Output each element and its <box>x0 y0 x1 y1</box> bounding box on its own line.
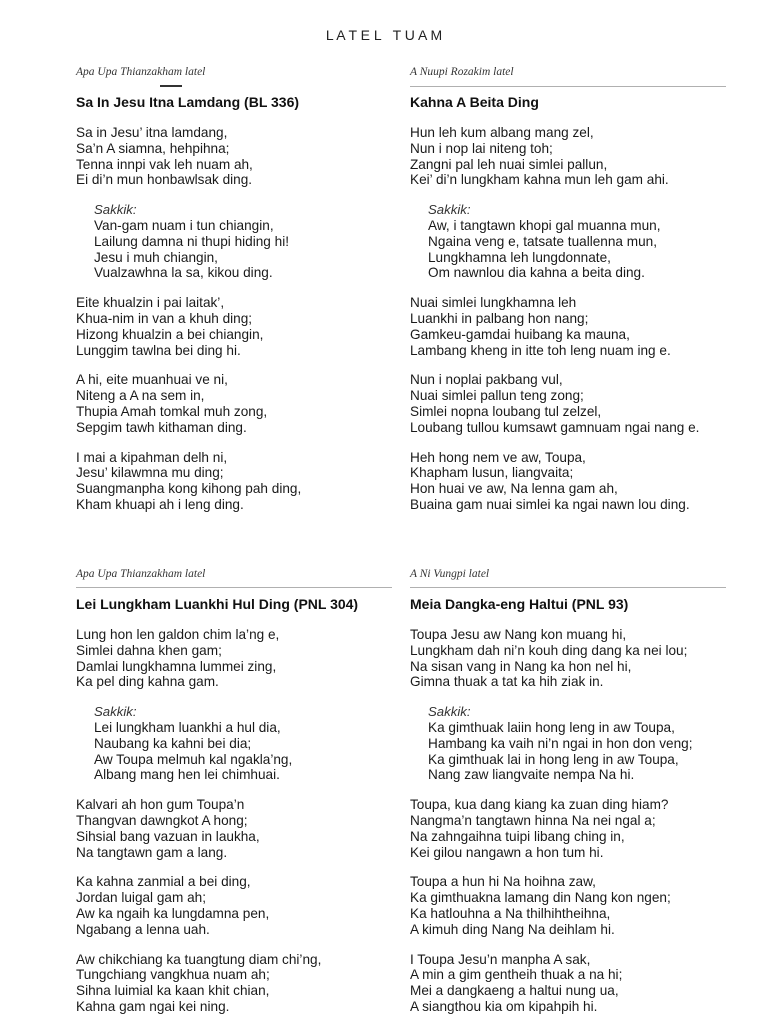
verse <box>76 627 406 690</box>
verse <box>76 295 406 358</box>
verse-line: Mei a dangkaeng a haltui nung ua, <box>410 983 619 999</box>
verse-line: Ei di’n mun honbawlsak ding. <box>76 172 253 188</box>
verse <box>410 125 740 188</box>
verse-line: Nun i nop lai niteng toh; <box>410 140 553 156</box>
verse-line: Ka hatlouhna a Na thilhihtheihna, <box>410 905 611 921</box>
verse-line: Simlei nopna loubang tul zelzel, <box>410 403 602 419</box>
verse-line: Ka kahna zanmial a bei ding, <box>76 874 251 890</box>
chorus <box>410 202 740 281</box>
verse-line: Hizong khualzin a bei chiangin, <box>76 326 264 342</box>
chorus-line: Lailung damna ni thupi hiding hi! <box>94 233 289 249</box>
verse-line: Ka pel ding kahna gam. <box>76 674 219 690</box>
verse-line: Sa’n A siamna, hehpihna; <box>76 140 230 156</box>
verse-line: Kahna gam ngai kei ning. <box>76 998 230 1014</box>
verse-line: A hi, eite muanhuai ve ni, <box>76 372 228 388</box>
verse <box>76 952 406 1015</box>
verse-line: Na sisan vang in Nang ka hon nel hi, <box>410 658 632 674</box>
hymn-block <box>410 65 740 513</box>
verse-line: Lung hon len galdon chim la’ng e, <box>76 627 280 642</box>
verse-line: Eite khualzin i pai laitak’, <box>76 295 225 311</box>
verse <box>410 952 740 1015</box>
chorus-line: Van-gam nuam i tun chiangin, <box>94 217 274 233</box>
verse-line: Kalvari ah hon gum Toupa’n <box>76 797 245 813</box>
hymn-title: Kahna A Beita Ding <box>410 94 539 110</box>
verse-line: Toupa, kua dang kiang ka zuan ding hiam? <box>410 797 669 813</box>
verse <box>410 450 740 513</box>
chorus-line: Om nawnlou dia kahna a beita ding. <box>428 265 645 281</box>
chorus-line: Hambang ka vaih ni’n ngai in hon don veng; <box>428 735 693 751</box>
chorus-line: Ka gimthuak lai in hong leng in aw Toupa, <box>428 751 679 767</box>
verse-line: Damlai lungkhamna lummei zing, <box>76 658 277 674</box>
verse-line: Jesu’ kilawmna mu ding; <box>76 465 224 481</box>
page-title: L A T E L T U A M <box>325 27 443 43</box>
verse <box>410 372 740 435</box>
verse-line: Toupa a hun hi Na hoihna zaw, <box>410 874 596 890</box>
verse <box>76 797 406 860</box>
chorus-line: Aw, i tangtawn khopi gal muanna mun, <box>428 217 661 233</box>
verse-line: Simlei dahna khen gam; <box>76 642 222 658</box>
verse-line: Suangmanpha kong kihong pah ding, <box>76 481 302 497</box>
chorus-line: Ka gimthuak laiin hong leng in aw Toupa, <box>428 719 675 735</box>
verse-line: Kham khuapi ah i leng ding. <box>76 496 244 512</box>
verse-line: Hun leh kum albang mang zel, <box>410 125 594 140</box>
verse-line: Tungchiang vangkhua nuam ah; <box>76 967 270 983</box>
hymn-credit: Apa Upa Thianzakham latel <box>76 66 206 78</box>
verse-line: Sihsial bang vazuan in laukha, <box>76 828 260 844</box>
verse-line: Ka gimthuakna lamang din Nang kon ngen; <box>410 890 671 906</box>
verse-line: Toupa Jesu aw Nang kon muang hi, <box>410 627 627 642</box>
chorus-label: Sakkik: <box>428 202 471 218</box>
verse-line: Luankhi in palbang hon nang; <box>410 310 589 326</box>
chorus <box>76 704 406 783</box>
verse <box>410 627 740 690</box>
verse-line: Nuai simlei pallun teng zong; <box>410 388 584 404</box>
chorus-line: Nang zaw liangvaite nempa Na hi. <box>428 767 635 783</box>
hymn-block <box>410 567 740 1015</box>
verse <box>76 874 406 937</box>
verse-line: Gimna thuak a tat ka hih ziak in. <box>410 674 604 690</box>
verse <box>76 125 406 188</box>
verse <box>76 450 406 513</box>
chorus <box>410 704 740 783</box>
hymn-block <box>76 65 406 513</box>
verse-line: Buaina gam nuai simlei ka ngai nawn lou ding. <box>410 496 690 512</box>
verse-line: I mai a kipahman delh ni, <box>76 449 228 465</box>
chorus-line: Naubang ka kahni bei dia; <box>94 735 252 751</box>
verse-line: Kei gilou nangawn a hon tum hi. <box>410 844 604 860</box>
verse-line: Gamkeu-gamdai huibang ka mauna, <box>410 326 630 342</box>
chorus-label: Sakkik: <box>94 704 137 720</box>
verse-line: Nangma’n tangtawn hinna Na nei ngal a; <box>410 812 656 828</box>
hymn-credit: A Ni Vungpi latel <box>410 568 490 580</box>
verse-line: Ngabang a lenna uah. <box>76 921 210 937</box>
hymn-credit: Apa Upa Thianzakham latel <box>76 568 206 580</box>
verse <box>76 372 406 435</box>
verse-line: Na zahngaihna tuipi libang ching in, <box>410 828 625 844</box>
verse-line: Loubang tullou kumsawt gamnuam ngai nang e. <box>410 419 700 435</box>
chorus-line: Lungkhamna leh lungdonnate, <box>428 249 611 265</box>
verse-line: Niteng a A na sem in, <box>76 388 205 404</box>
hymn-block <box>76 567 406 1015</box>
chorus-line: Vualzawhna la sa, kikou ding. <box>94 265 273 281</box>
verse-line: A siangthou kia om kipahpih hi. <box>410 998 598 1014</box>
verse-line: Aw ka ngaih ka lungdamna pen, <box>76 905 270 921</box>
hymn-title: Sa In Jesu Itna Lamdang (BL 336) <box>76 94 300 110</box>
chorus-line: Ngaina veng e, tatsate tuallenna mun, <box>428 233 657 249</box>
chorus-label: Sakkik: <box>428 704 471 720</box>
chorus-line: Albang mang hen lei chimhuai. <box>94 767 280 783</box>
verse-line: Zangni pal leh nuai simlei pallun, <box>410 156 608 172</box>
verse-line: Sepgim tawh kithaman ding. <box>76 419 247 435</box>
verse-line: Nuai simlei lungkhamna leh <box>410 295 577 311</box>
chorus-line: Jesu i muh chiangin, <box>94 249 218 265</box>
chorus-label: Sakkik: <box>94 202 137 218</box>
verse-line: A kimuh ding Nang Na deihlam hi. <box>410 921 615 937</box>
chorus-line: Lei lungkham luankhi a hul dia, <box>94 719 281 735</box>
verse-line: Thupia Amah tomkal muh zong, <box>76 403 268 419</box>
verse-line: Jordan luigal gam ah; <box>76 890 206 906</box>
verse <box>410 874 740 937</box>
chorus <box>76 202 406 281</box>
verse-line: Khapham lusun, liangvaita; <box>410 465 574 481</box>
verse-line: Khua-nim in van a khuh ding; <box>76 310 253 326</box>
verse-line: Lungkham dah ni’n kouh ding dang ka nei lou; <box>410 642 688 658</box>
chorus-line: Aw Toupa melmuh kal ngakla’ng, <box>94 751 293 767</box>
verse-line: Nun i noplai pakbang vul, <box>410 372 563 388</box>
verse-line: Thangvan dawngkot A hong; <box>76 812 248 828</box>
verse-line: Lunggim tawlna bei ding hi. <box>76 342 241 358</box>
verse-line: Lambang kheng in itte toh leng nuam ing e. <box>410 342 671 358</box>
verse-line: Na tangtawn gam a lang. <box>76 844 228 860</box>
verse <box>410 295 740 358</box>
verse-line: Hon huai ve aw, Na lenna gam ah, <box>410 481 618 497</box>
verse-line: Heh hong nem ve aw, Toupa, <box>410 449 586 465</box>
verse-line: I Toupa Jesu’n manpha A sak, <box>410 951 591 967</box>
verse-line: A min a gim gentheih thuak a na hi; <box>410 967 623 983</box>
verse-line: Sa in Jesu’ itna lamdang, <box>76 125 228 140</box>
hymn-title: Lei Lungkham Luankhi Hul Ding (PNL 304) <box>76 596 359 612</box>
verse-line: Aw chikchiang ka tuangtung diam chi’ng, <box>76 951 322 967</box>
verse-line: Tenna innpi vak leh nuam ah, <box>76 156 253 172</box>
verse-line: Kei’ di’n lungkham kahna mun leh gam ahi. <box>410 172 669 188</box>
verse <box>410 797 740 860</box>
hymn-title: Meia Dangka-eng Haltui (PNL 93) <box>410 596 629 612</box>
verse-line: Sihna luimial ka kaan khit chian, <box>76 983 270 999</box>
hymn-credit: A Nuupi Rozakim latel <box>410 66 514 78</box>
